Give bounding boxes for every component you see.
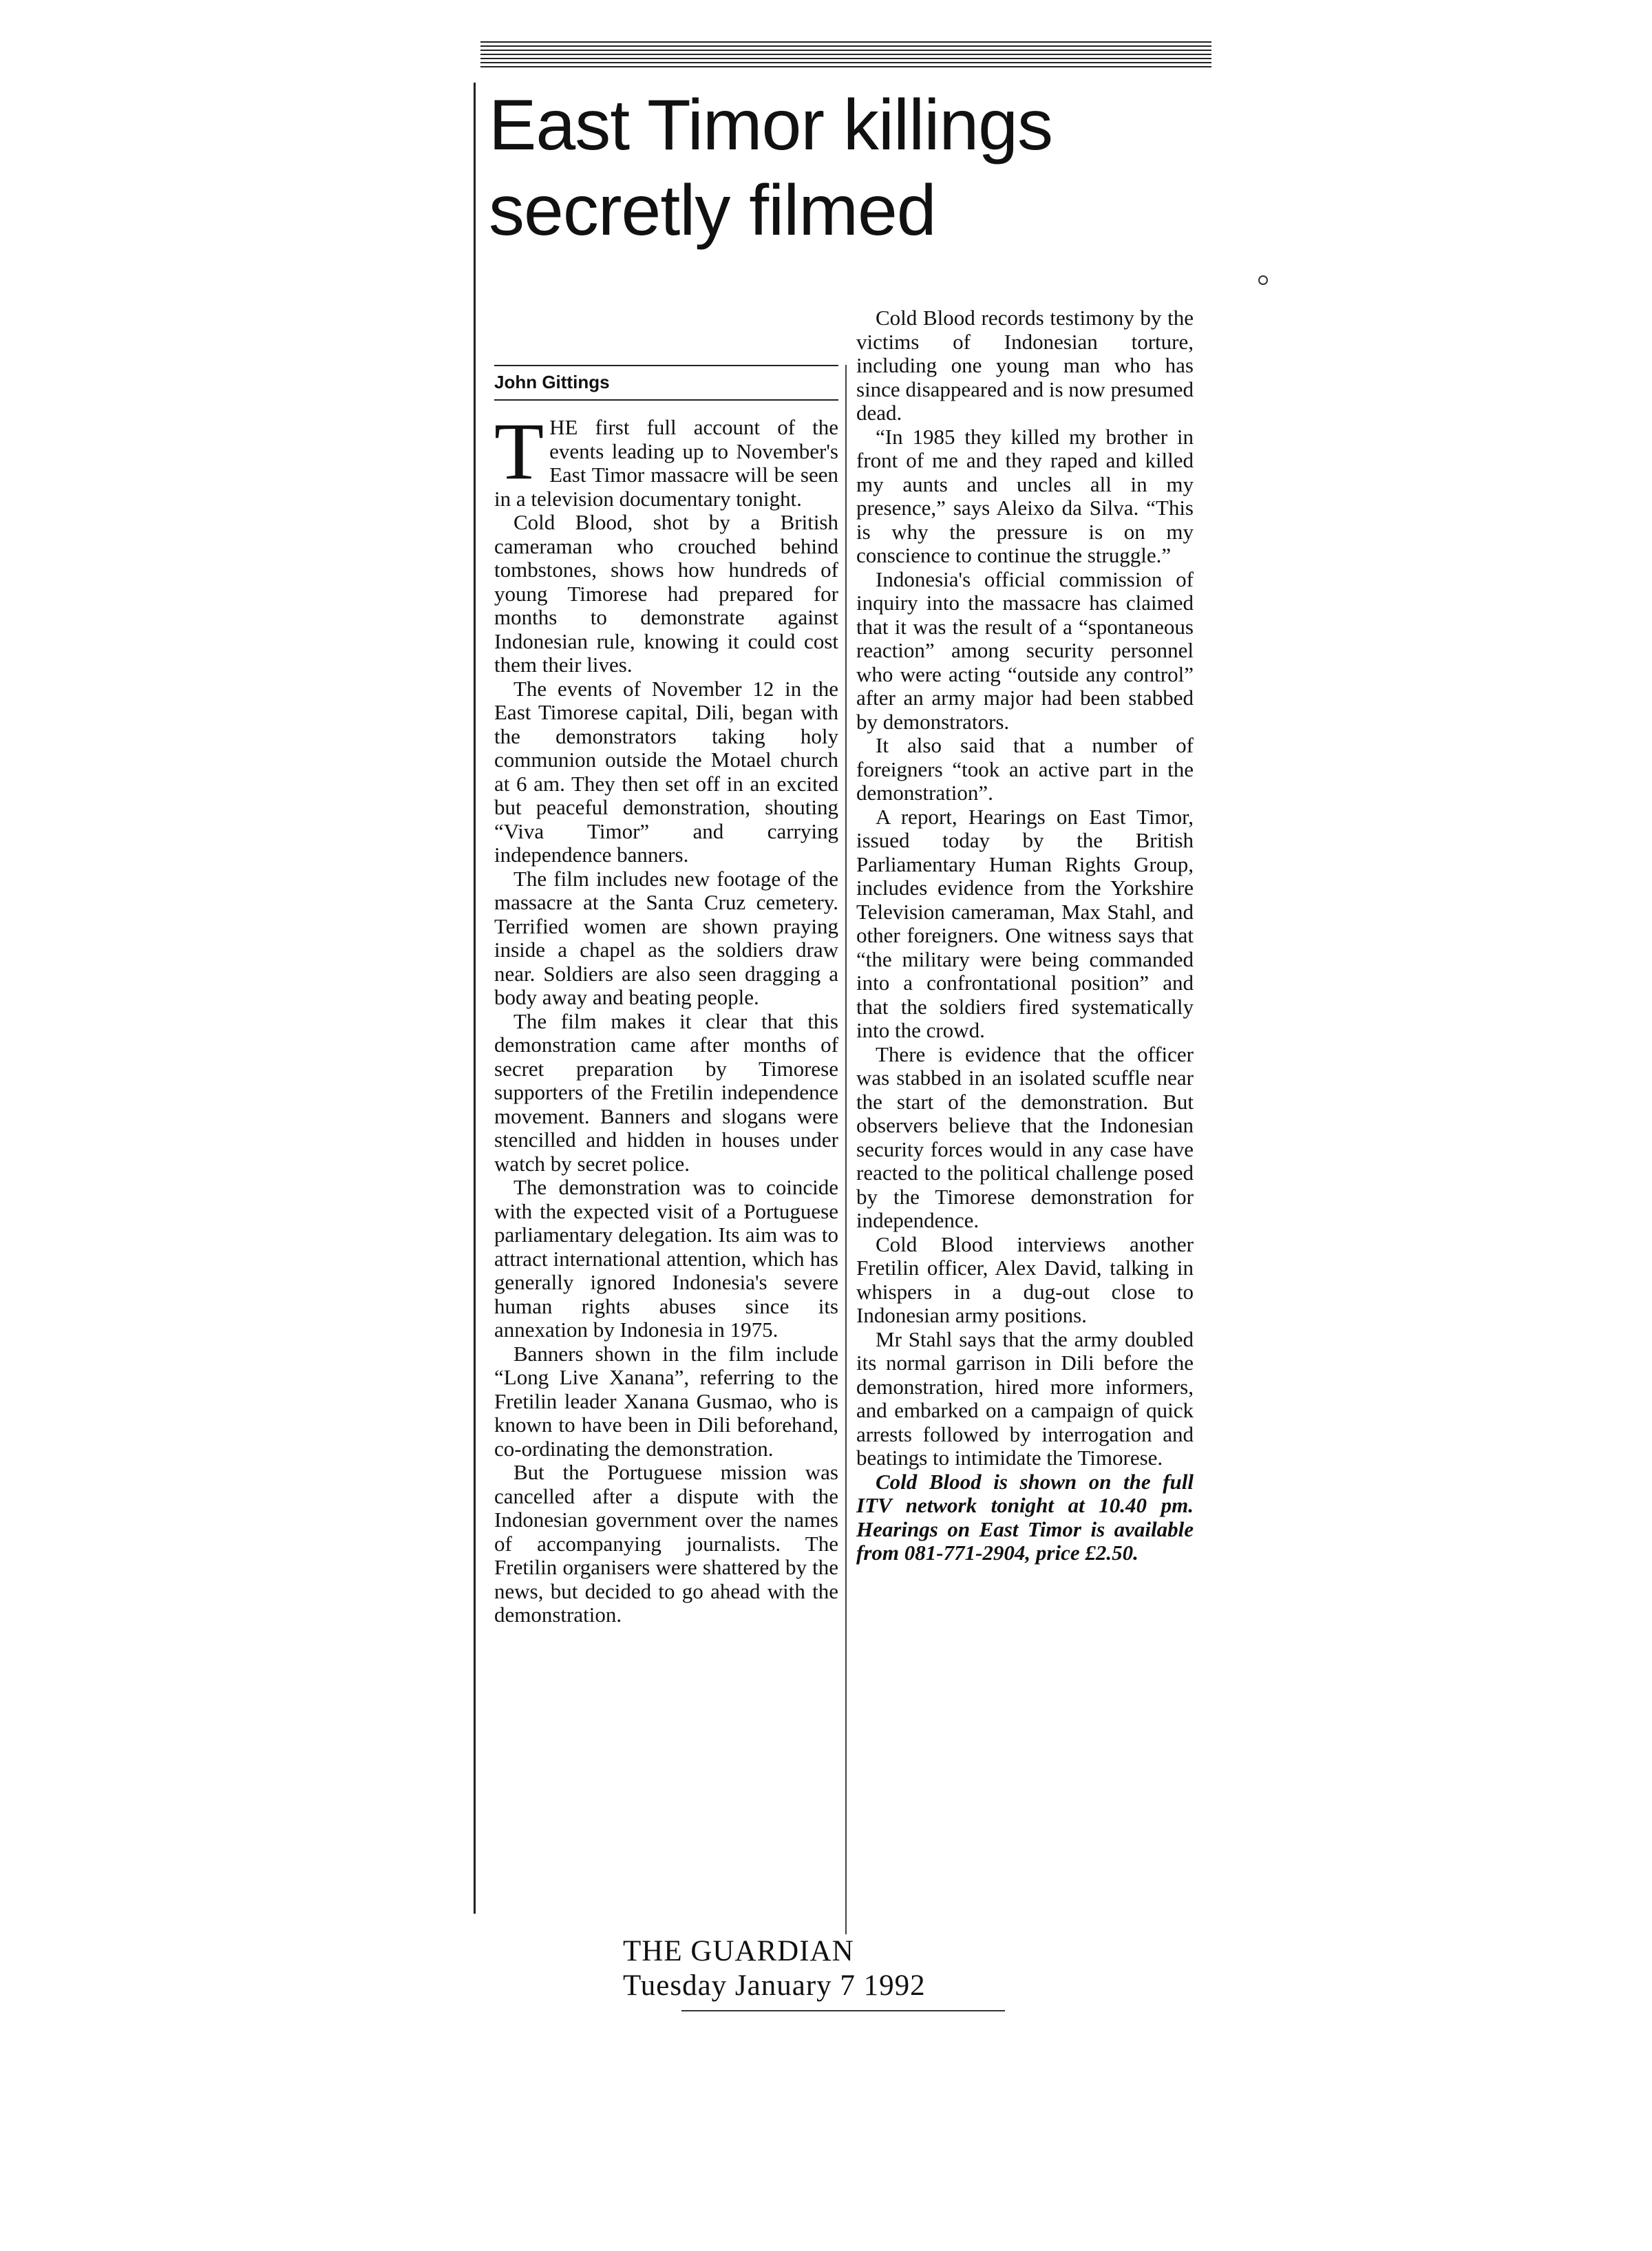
paragraph: Cold Blood records testimony by the victims of Indonesian torture, including one young man who has since disappeared and is now presumed dead.: [856, 306, 1194, 425]
broadcast-credit: Cold Blood is shown on the full ITV network tonight at 10.40 pm. Hearings on East Timor is available from 081-771-2904, price £2.50.: [856, 1469, 1194, 1565]
paragraph: “In 1985 they killed my brother in front of me and they raped and killed my aunts and uncles all in my presence,” says Aleixo da Silva. “This is why the pressure is on my conscience to continue the struggle.”: [856, 424, 1194, 567]
lead-text: HE first full account of the events leading up to November's East Timor massacre will be seen in a television documentary tonight.: [494, 415, 838, 511]
paragraph: The events of November 12 in the East Timorese capital, Dili, began with the demonstrators taking holy communion outside the Motael church at 6 am. They then set off in an excited but peaceful demonstration, shouting “Viva Timor” and carrying independence banners.: [494, 676, 838, 867]
paragraph: There is evidence that the officer was stabbed in an isolated scuffle near the start of the demonstration. But observers believe that the Indonesian security forces would in any case have reacted to the political challenge posed by the Timorese demonstration for independence.: [856, 1042, 1194, 1232]
article-column-left: [494, 365, 838, 1627]
left-column-rule: [474, 83, 476, 1914]
paragraph: Banners shown in the film include “Long Live Xanana”, referring to the Fretilin leader Xanana Gusmao, who is known to have been in Dili beforehand, co-ordinating the demonstration.: [494, 1341, 838, 1461]
paragraph: The film includes new footage of the massacre at the Santa Cruz cemetery. Terrified women are shown praying inside a chapel as the soldiers draw near. Soldiers are also seen dragging a body away and beating people.: [494, 866, 838, 1009]
drop-cap: T: [494, 406, 544, 496]
byline: John Gittings: [494, 365, 838, 401]
speck-mark: [1258, 275, 1268, 285]
masthead-rule: [480, 41, 1211, 69]
publication-name: THE GUARDIAN: [623, 1935, 854, 1967]
source-annotation: [623, 1934, 1008, 2003]
paragraph: Cold Blood, shot by a British cameraman who crouched behind tombstones, shows how hundreds of young Timorese had prepared for months to demonstrate against Indonesian rule, knowing it could cost them their lives.: [494, 510, 838, 677]
column-divider: [845, 365, 847, 1934]
paragraph: It also said that a number of foreigners “took an active part in the demonstration”.: [856, 733, 1194, 805]
paragraph: A report, Hearings on East Timor, issued today by the British Parliamentary Human Rights Group, includes evidence from the Yorkshire Television cameraman, Max Stahl, and other foreigners. One witness says that “the military were being commanded into a confrontational position” and that the soldiers fired systematically into the crowd.: [856, 804, 1194, 1042]
newspaper-clipping: [474, 41, 1211, 1900]
article-column-right: [856, 306, 1194, 1565]
paragraph: The film makes it clear that this demonstration came after months of secret preparation by Timorese supporters of the Fretilin independence movement. Banners and slogans were stencilled and hidden in houses under watch by secret police.: [494, 1008, 838, 1176]
publication-date: Tuesday January 7 1992: [623, 1969, 926, 2002]
paragraph: Indonesia's official commission of inquiry into the massacre has claimed that it was the result of a “spontaneous reaction” among security personnel who were acting “outside any control” after an army major had been stabbed by demonstrators.: [856, 567, 1194, 734]
lead-paragraph: [494, 406, 838, 511]
paragraph: Mr Stahl says that the army doubled its normal garrison in Dili before the demonstration, hired more informers, and embarked on a campaign of quick arrests followed by interrogation and beatings to intimidate the Timorese.: [856, 1327, 1194, 1470]
paragraph: Cold Blood interviews another Fretilin officer, Alex David, talking in whispers in a dug-out close to Indonesian army positions.: [856, 1232, 1194, 1327]
headline: East Timor killings secretly filmed: [489, 85, 1052, 251]
paragraph: But the Portuguese mission was cancelled after a dispute with the Indonesian government over the names of accompanying journalists. The Fretilin organisers were shattered by the news, but decided to go ahead with the demonstration.: [494, 1460, 838, 1627]
paragraph: The demonstration was to coincide with the expected visit of a Portuguese parliamentary delegation. Its aim was to attract international attention, which has generally ignored Indonesia's severe human rights abuses since its annexation by Indonesia in 1975.: [494, 1175, 838, 1342]
annotation-underline: [681, 2010, 1005, 2011]
